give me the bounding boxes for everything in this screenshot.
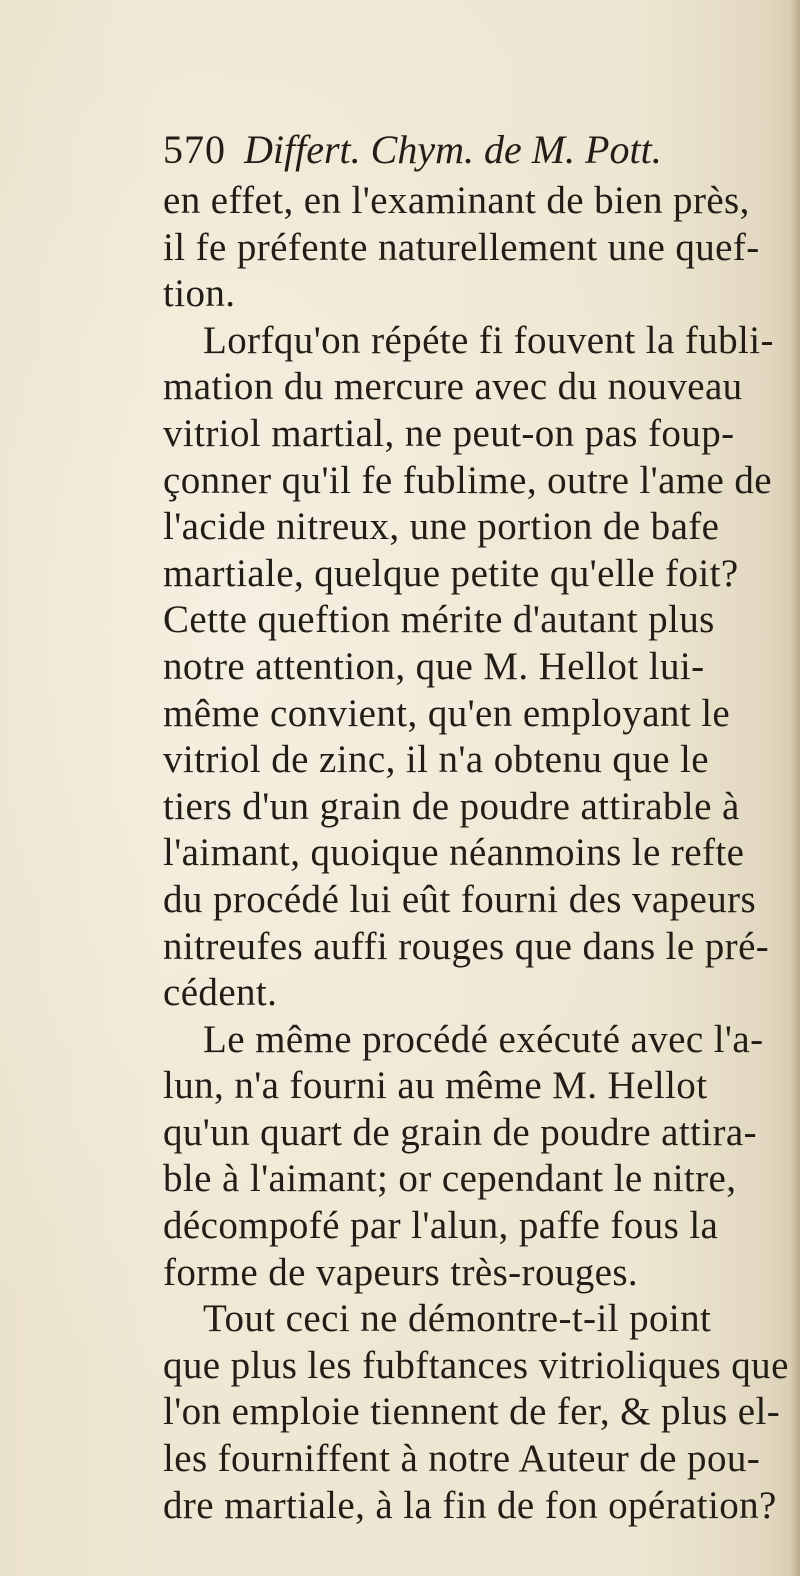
text-line: cédent.: [163, 971, 278, 1015]
text-line: en effet, en l'examinant de bien près,: [163, 179, 750, 222]
text-line: l'aimant, quoique néanmoins le refte: [163, 831, 745, 875]
text-line: Cette queftion mérite d'autant plus: [163, 598, 715, 642]
text-line: notre attention, que M. Hellot lui-: [163, 644, 705, 688]
text-line: mation du mercure avec du nouveau: [163, 365, 743, 409]
text-line: martiale, quelque petite qu'elle foit?: [163, 551, 739, 595]
text-line: forme de vapeurs très-rouges.: [163, 1250, 639, 1294]
text-line: dre martiale, à la fin de fon opération?: [163, 1483, 777, 1527]
text-line: qu'un quart de grain de poudre attira-: [163, 1110, 758, 1154]
text-line: il fe préfente naturellement une quef-: [163, 225, 760, 269]
running-title: Differt. Chym. de M. Pott.: [244, 127, 662, 172]
page-header: [163, 122, 798, 178]
paragraph-start-line: Lorfqu'on répéte fi fouvent la fubli-: [203, 318, 774, 362]
paragraph-start-line: Le même procédé exécuté avec l'a-: [203, 1017, 764, 1061]
text-line: nitreufes auffi rouges que dans le pré-: [163, 924, 770, 968]
text-line: l'on emploie tiennent de fer, & plus el-: [163, 1390, 781, 1434]
paragraph-start-line: Tout ceci ne démontre-t-il point: [203, 1297, 712, 1341]
text-line: lun, n'a fourni au même M. Hellot: [163, 1064, 708, 1108]
page-number: 570: [163, 127, 226, 172]
text-line: même convient, qu'en employant le: [163, 691, 731, 735]
text-line: les fourniffent à notre Auteur de pou-: [163, 1437, 761, 1481]
text-line: ble à l'aimant; or cependant le nitre,: [163, 1157, 737, 1201]
text-line: que plus les fubftances vitrioliques que: [163, 1343, 789, 1387]
text-line: l'acide nitreux, une portion de bafe: [163, 505, 720, 549]
text-line: décompofé par l'alun, paffe fous la: [163, 1204, 719, 1248]
text-line: vitriol martial, ne peut-on pas foup-: [163, 411, 735, 455]
text-block: [163, 122, 798, 1529]
text-line: tiers d'un grain de poudre attirable à: [163, 784, 740, 828]
text-line: tion.: [163, 272, 236, 316]
text-line: du procédé lui eût fourni des vapeurs: [163, 877, 757, 921]
text-line: vitriol de zinc, il n'a obtenu que le: [163, 738, 710, 782]
text-line: çonner qu'il fe fublime, outre l'ame de: [163, 458, 773, 502]
